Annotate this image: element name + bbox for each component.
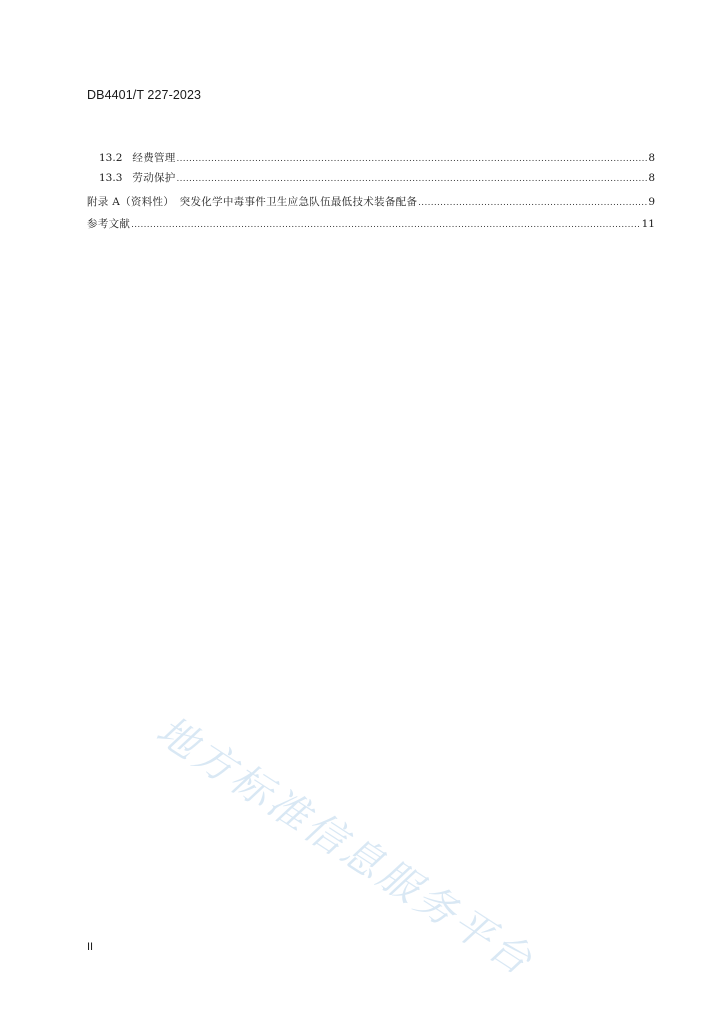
toc-entry-page: 8 <box>648 172 655 184</box>
table-of-contents <box>87 152 655 230</box>
toc-entry-title: 经费管理 <box>132 152 176 164</box>
toc-leader-dots <box>131 219 640 231</box>
document-code: DB4401/T 227-2023 <box>87 88 202 102</box>
watermark-text: 地方标准信息服务平台 <box>148 707 543 986</box>
toc-leader-dots <box>177 173 648 185</box>
toc-entry-13-3[interactable] <box>87 172 655 184</box>
toc-entry-page: 11 <box>641 218 655 230</box>
toc-entry-page: 9 <box>648 196 655 208</box>
page-number: II <box>87 941 94 953</box>
toc-entry-page: 8 <box>648 152 655 164</box>
toc-entry-13-2[interactable] <box>87 152 655 164</box>
toc-entry-title: 参考文献 <box>87 218 131 230</box>
toc-leader-dots <box>418 197 647 209</box>
toc-entry-title: 附录 A（资料性） 突发化学中毒事件卫生应急队伍最低技术装备配备 <box>87 196 418 208</box>
toc-leader-dots <box>177 153 648 165</box>
toc-entry-appendix-a[interactable] <box>87 196 655 208</box>
toc-entry-references[interactable] <box>87 218 655 230</box>
toc-entry-title: 劳动保护 <box>132 172 176 184</box>
toc-entry-number: 13.3 <box>99 172 123 184</box>
toc-entry-number: 13.2 <box>99 152 123 164</box>
